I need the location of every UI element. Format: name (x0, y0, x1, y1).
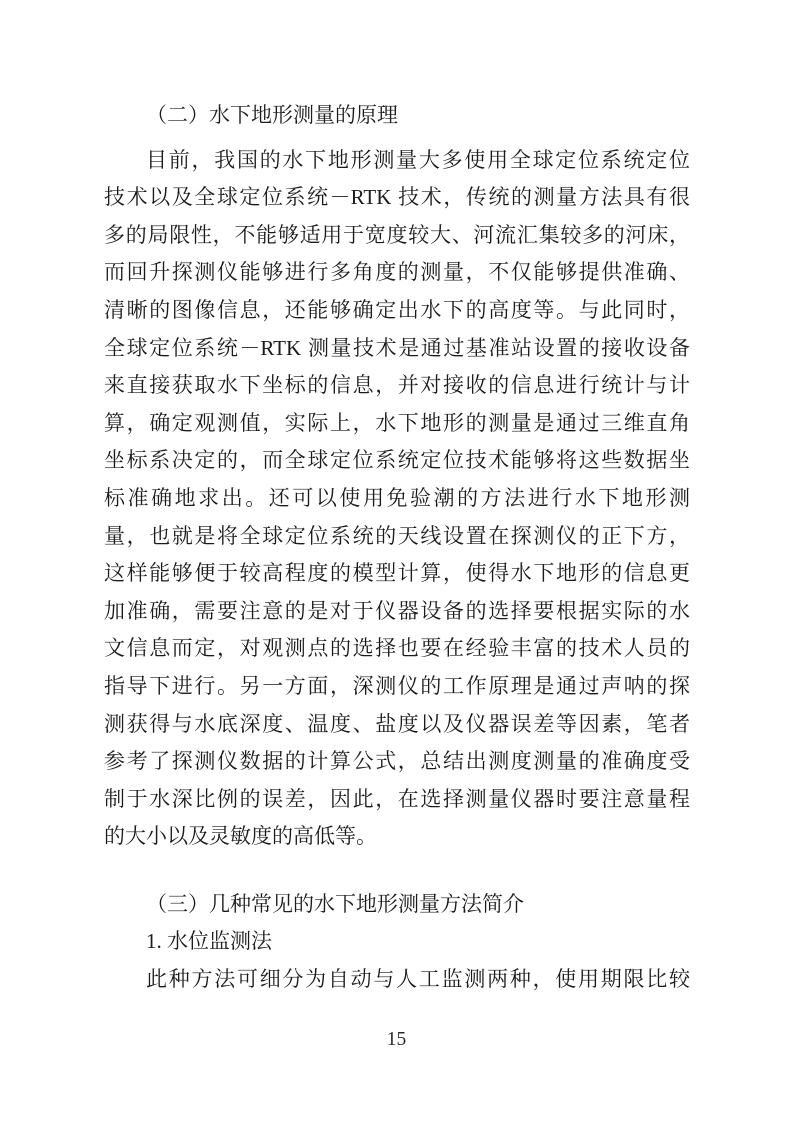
text-line: 坐标系决定的，而全球定位系统定位技术能够将这些数据坐 (104, 448, 690, 473)
text-line: 参考了探测仪数据的计算公式，总结出测度测量的准确度受 (104, 749, 690, 774)
subsection-heading-1: 1. 水位监测法 (146, 929, 272, 954)
text-line: 算，确定观测值，实际上，水下地形的测量是通过三维直角 (104, 410, 690, 435)
text-line: 此种方法可细分为自动与人工监测两种，使用期限比较 (146, 967, 690, 992)
text-line: 清晰的图像信息，还能够确定出水下的高度等。与此同时， (104, 297, 690, 322)
text-line: 来直接获取水下坐标的信息，并对接收的信息进行统计与计 (104, 373, 690, 398)
section-heading-2: （二）水下地形测量的原理 (146, 103, 398, 127)
text-line: 的大小以及灵敏度的高低等。 (104, 824, 377, 849)
section-heading-3: （三）几种常见的水下地形测量方法简介 (146, 891, 524, 916)
text-line: 标准确地求出。还可以使用免验潮的方法进行水下地形测 (104, 485, 690, 510)
paragraph-water-level (104, 961, 690, 999)
text-line: 这样能够便于较高程度的模型计算，使得水下地形的信息更 (104, 561, 690, 586)
text-line: 而回升探测仪能够进行多角度的测量，不仅能够提供准确、 (104, 260, 690, 285)
text-line: 文信息而定，对观测点的选择也要在经验丰富的技术人员的 (104, 636, 690, 661)
text-line: 测获得与水底深度、温度、盐度以及仪器误差等因素，笔者 (104, 711, 690, 736)
page-number: 15 (386, 1029, 407, 1050)
page-content (104, 97, 690, 999)
text-line: 加准确，需要注意的是对于仪器设备的选择要根据实际的水 (104, 598, 690, 623)
text-line: 目前，我国的水下地形测量大多使用全球定位系统定位 (146, 147, 690, 172)
text-line: 制于水深比例的误差，因此，在选择测量仪器时要注意量程 (104, 786, 690, 811)
text-line: 多的局限性，不能够适用于宽度较大、河流汇集较多的河床， (104, 222, 690, 247)
text-line: 全球定位系统－RTK 测量技术是通过基准站设置的接收设备 (104, 335, 690, 360)
text-line: 技术以及全球定位系统－RTK 技术，传统的测量方法具有很 (104, 185, 690, 210)
paragraph-principle (104, 142, 690, 856)
text-line: 量，也就是将全球定位系统的天线设置在探测仪的正下方， (104, 523, 690, 548)
text-line: 指导下进行。另一方面，深测仪的工作原理是通过声呐的探 (104, 673, 690, 698)
